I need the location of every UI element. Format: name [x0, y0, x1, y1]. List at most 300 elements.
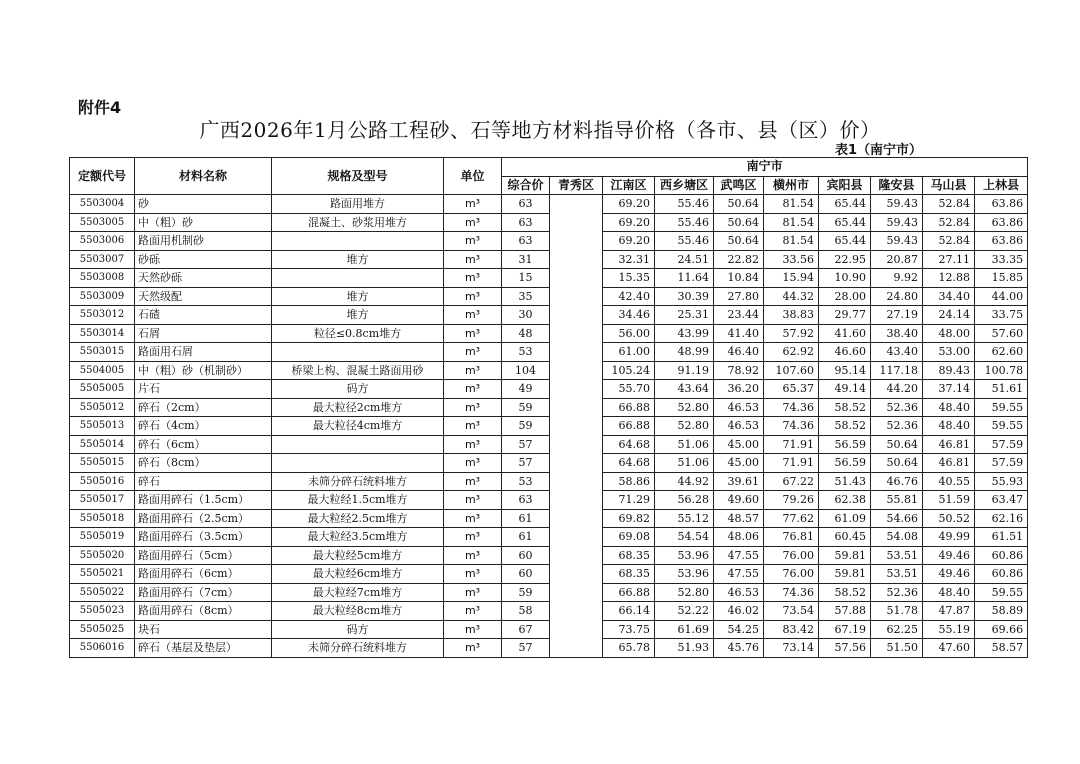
cell-spec: 路面用堆方 — [272, 195, 444, 214]
cell-shanglin: 62.60 — [975, 343, 1028, 362]
cell-code: 5505023 — [70, 602, 135, 621]
cell-shanglin: 63.86 — [975, 232, 1028, 251]
cell-binyang: 56.59 — [819, 454, 871, 473]
cell-wuming: 45.00 — [714, 435, 764, 454]
cell-longan: 52.36 — [871, 417, 923, 436]
cell-wuming: 46.02 — [714, 602, 764, 621]
cell-wuming: 46.53 — [714, 398, 764, 417]
cell-unit: m³ — [444, 602, 502, 621]
cell-longan: 51.50 — [871, 639, 923, 658]
table-row — [70, 306, 1028, 325]
cell-spec: 最大粒经5cm堆方 — [272, 546, 444, 565]
cell-avg: 67 — [502, 620, 550, 639]
table-row — [70, 565, 1028, 584]
cell-unit: m³ — [444, 454, 502, 473]
cell-avg: 63 — [502, 213, 550, 232]
cell-code: 5505005 — [70, 380, 135, 399]
cell-hengzhou: 65.37 — [764, 380, 819, 399]
table-row — [70, 546, 1028, 565]
cell-shanglin: 44.00 — [975, 287, 1028, 306]
cell-binyang: 62.38 — [819, 491, 871, 510]
cell-unit: m³ — [444, 528, 502, 547]
table-row — [70, 324, 1028, 343]
cell-shanglin: 100.78 — [975, 361, 1028, 380]
cell-mashan: 52.84 — [923, 213, 975, 232]
cell-spec: 最大粒经2.5cm堆方 — [272, 509, 444, 528]
cell-xixiangtang: 61.69 — [655, 620, 714, 639]
cell-binyang: 51.43 — [819, 472, 871, 491]
cell-xixiangtang: 53.96 — [655, 546, 714, 565]
cell-unit: m³ — [444, 195, 502, 214]
header-col-avg: 综合价 — [502, 176, 550, 195]
cell-shanglin: 63.86 — [975, 213, 1028, 232]
cell-shanglin: 61.51 — [975, 528, 1028, 547]
cell-spec: 最大粒经8cm堆方 — [272, 602, 444, 621]
cell-avg: 31 — [502, 250, 550, 269]
cell-shanglin: 57.59 — [975, 435, 1028, 454]
cell-hengzhou: 57.92 — [764, 324, 819, 343]
cell-unit: m³ — [444, 361, 502, 380]
cell-binyang: 65.44 — [819, 232, 871, 251]
cell-longan: 53.51 — [871, 546, 923, 565]
cell-binyang: 65.44 — [819, 195, 871, 214]
cell-jiangnan: 42.40 — [603, 287, 655, 306]
cell-jiangnan: 69.20 — [603, 232, 655, 251]
cell-wuming: 50.64 — [714, 232, 764, 251]
cell-code: 5505022 — [70, 583, 135, 602]
cell-unit: m³ — [444, 250, 502, 269]
cell-shanglin: 60.86 — [975, 546, 1028, 565]
cell-longan: 53.51 — [871, 565, 923, 584]
cell-spec: 码方 — [272, 380, 444, 399]
cell-wuming: 41.40 — [714, 324, 764, 343]
cell-code: 5505017 — [70, 491, 135, 510]
table-row — [70, 620, 1028, 639]
cell-jiangnan: 68.35 — [603, 565, 655, 584]
cell-shanglin: 58.57 — [975, 639, 1028, 658]
cell-xixiangtang: 51.06 — [655, 454, 714, 473]
cell-jiangnan: 66.88 — [603, 417, 655, 436]
cell-code: 5505025 — [70, 620, 135, 639]
cell-wuming: 45.00 — [714, 454, 764, 473]
cell-longan: 24.80 — [871, 287, 923, 306]
header-unit: 单位 — [444, 158, 502, 195]
cell-hengzhou: 81.54 — [764, 232, 819, 251]
table-row — [70, 232, 1028, 251]
cell-avg: 59 — [502, 417, 550, 436]
cell-jiangnan: 73.75 — [603, 620, 655, 639]
cell-jiangnan: 15.35 — [603, 269, 655, 288]
cell-code: 5503006 — [70, 232, 135, 251]
cell-spec — [272, 269, 444, 288]
cell-name: 石碴 — [135, 306, 272, 325]
table-row — [70, 213, 1028, 232]
cell-wuming: 46.40 — [714, 343, 764, 362]
cell-name: 片石 — [135, 380, 272, 399]
cell-hengzhou: 73.14 — [764, 639, 819, 658]
cell-xixiangtang: 11.64 — [655, 269, 714, 288]
cell-name: 天然级配 — [135, 287, 272, 306]
cell-name: 碎石（4cm） — [135, 417, 272, 436]
cell-mashan: 46.81 — [923, 454, 975, 473]
cell-binyang: 46.60 — [819, 343, 871, 362]
table-row — [70, 380, 1028, 399]
cell-xixiangtang: 30.39 — [655, 287, 714, 306]
cell-unit: m³ — [444, 324, 502, 343]
cell-wuming: 46.53 — [714, 417, 764, 436]
header-col-longan: 隆安县 — [871, 176, 923, 195]
cell-avg: 57 — [502, 435, 550, 454]
cell-name: 路面用碎石（5cm） — [135, 546, 272, 565]
cell-binyang: 58.52 — [819, 417, 871, 436]
cell-jiangnan: 58.86 — [603, 472, 655, 491]
cell-shanglin: 59.55 — [975, 417, 1028, 436]
cell-mashan: 52.84 — [923, 195, 975, 214]
cell-xixiangtang: 52.80 — [655, 398, 714, 417]
cell-code: 5503007 — [70, 250, 135, 269]
cell-unit: m³ — [444, 343, 502, 362]
cell-name: 路面用碎石（3.5cm） — [135, 528, 272, 547]
table-row — [70, 361, 1028, 380]
cell-code: 5506016 — [70, 639, 135, 658]
cell-mashan: 47.60 — [923, 639, 975, 658]
cell-unit: m³ — [444, 380, 502, 399]
cell-binyang: 41.60 — [819, 324, 871, 343]
header-col-xixiangtang: 西乡塘区 — [655, 176, 714, 195]
cell-avg: 63 — [502, 232, 550, 251]
cell-jiangnan: 61.00 — [603, 343, 655, 362]
cell-unit: m³ — [444, 472, 502, 491]
cell-xixiangtang: 44.92 — [655, 472, 714, 491]
cell-longan: 44.20 — [871, 380, 923, 399]
cell-spec: 桥梁上构、混凝土路面用砂 — [272, 361, 444, 380]
cell-jiangnan: 55.70 — [603, 380, 655, 399]
cell-binyang: 60.45 — [819, 528, 871, 547]
cell-name: 路面用机制砂 — [135, 232, 272, 251]
cell-avg: 104 — [502, 361, 550, 380]
document-title: 广西2026年1月公路工程砂、石等地方材料指导价格（各市、县（区）价） — [199, 118, 881, 142]
cell-mashan: 47.87 — [923, 602, 975, 621]
cell-shanglin: 57.59 — [975, 454, 1028, 473]
cell-wuming: 47.55 — [714, 546, 764, 565]
cell-xixiangtang: 55.46 — [655, 195, 714, 214]
cell-mashan: 89.43 — [923, 361, 975, 380]
cell-spec: 最大粒经3.5cm堆方 — [272, 528, 444, 547]
cell-avg: 57 — [502, 639, 550, 658]
cell-shanglin: 57.60 — [975, 324, 1028, 343]
cell-hengzhou: 79.26 — [764, 491, 819, 510]
cell-longan: 50.64 — [871, 435, 923, 454]
table-row — [70, 639, 1028, 658]
cell-xixiangtang: 51.06 — [655, 435, 714, 454]
cell-jiangnan: 68.35 — [603, 546, 655, 565]
cell-longan: 52.36 — [871, 398, 923, 417]
table-row — [70, 269, 1028, 288]
cell-binyang: 57.56 — [819, 639, 871, 658]
cell-jiangnan: 66.88 — [603, 398, 655, 417]
cell-avg: 48 — [502, 324, 550, 343]
header-col-hengzhou: 横州市 — [764, 176, 819, 195]
cell-name: 天然砂砾 — [135, 269, 272, 288]
table-body — [70, 195, 1028, 658]
cell-binyang: 65.44 — [819, 213, 871, 232]
cell-code: 5503015 — [70, 343, 135, 362]
cell-longan: 38.40 — [871, 324, 923, 343]
cell-longan: 59.43 — [871, 195, 923, 214]
cell-spec: 最大粒径2cm堆方 — [272, 398, 444, 417]
cell-jiangnan: 66.88 — [603, 583, 655, 602]
cell-spec: 未筛分碎石统料堆方 — [272, 639, 444, 658]
cell-longan: 9.92 — [871, 269, 923, 288]
cell-mashan: 48.40 — [923, 398, 975, 417]
cell-mashan: 48.00 — [923, 324, 975, 343]
cell-code: 5503005 — [70, 213, 135, 232]
cell-wuming: 22.82 — [714, 250, 764, 269]
cell-xixiangtang: 55.46 — [655, 232, 714, 251]
table-row — [70, 454, 1028, 473]
cell-xixiangtang: 56.28 — [655, 491, 714, 510]
cell-hengzhou: 74.36 — [764, 398, 819, 417]
cell-mashan: 55.19 — [923, 620, 975, 639]
table-row — [70, 435, 1028, 454]
cell-wuming: 23.44 — [714, 306, 764, 325]
cell-avg: 35 — [502, 287, 550, 306]
cell-spec: 未筛分碎石统料堆方 — [272, 472, 444, 491]
cell-code: 5505018 — [70, 509, 135, 528]
cell-unit: m³ — [444, 435, 502, 454]
cell-spec — [272, 343, 444, 362]
cell-hengzhou: 74.36 — [764, 417, 819, 436]
cell-spec — [272, 232, 444, 251]
cell-hengzhou: 77.62 — [764, 509, 819, 528]
cell-mashan: 24.14 — [923, 306, 975, 325]
header-col-mashan: 马山县 — [923, 176, 975, 195]
cell-qingxiu — [550, 195, 603, 658]
cell-xixiangtang: 55.46 — [655, 213, 714, 232]
cell-code: 5505012 — [70, 398, 135, 417]
cell-mashan: 51.59 — [923, 491, 975, 510]
cell-wuming: 46.53 — [714, 583, 764, 602]
cell-spec: 码方 — [272, 620, 444, 639]
cell-xixiangtang: 91.19 — [655, 361, 714, 380]
cell-avg: 59 — [502, 398, 550, 417]
cell-wuming: 48.06 — [714, 528, 764, 547]
cell-jiangnan: 64.68 — [603, 454, 655, 473]
cell-unit: m³ — [444, 639, 502, 658]
cell-unit: m³ — [444, 509, 502, 528]
cell-name: 中（粗）砂 — [135, 213, 272, 232]
cell-wuming: 39.61 — [714, 472, 764, 491]
cell-wuming: 50.64 — [714, 195, 764, 214]
cell-longan: 50.64 — [871, 454, 923, 473]
cell-mashan: 34.40 — [923, 287, 975, 306]
cell-longan: 59.43 — [871, 213, 923, 232]
cell-jiangnan: 65.78 — [603, 639, 655, 658]
table-label: 表1（南宁市） — [834, 143, 922, 158]
cell-shanglin: 59.55 — [975, 583, 1028, 602]
cell-shanglin: 63.47 — [975, 491, 1028, 510]
cell-avg: 60 — [502, 565, 550, 584]
cell-wuming: 50.64 — [714, 213, 764, 232]
cell-hengzhou: 73.54 — [764, 602, 819, 621]
cell-binyang: 57.88 — [819, 602, 871, 621]
cell-jiangnan: 32.31 — [603, 250, 655, 269]
cell-longan: 54.66 — [871, 509, 923, 528]
cell-shanglin: 59.55 — [975, 398, 1028, 417]
table-row — [70, 491, 1028, 510]
cell-mashan: 53.00 — [923, 343, 975, 362]
cell-spec: 最大粒经6cm堆方 — [272, 565, 444, 584]
price-table — [69, 157, 1028, 658]
cell-wuming: 36.20 — [714, 380, 764, 399]
cell-name: 路面用碎石（1.5cm） — [135, 491, 272, 510]
table-row — [70, 583, 1028, 602]
cell-spec: 混凝土、砂浆用堆方 — [272, 213, 444, 232]
cell-avg: 58 — [502, 602, 550, 621]
cell-code: 5505013 — [70, 417, 135, 436]
cell-name: 碎石（2cm） — [135, 398, 272, 417]
cell-unit: m³ — [444, 546, 502, 565]
cell-name: 路面用碎石（2.5cm） — [135, 509, 272, 528]
table-row — [70, 602, 1028, 621]
cell-name: 碎石（基层及垫层） — [135, 639, 272, 658]
cell-unit: m³ — [444, 287, 502, 306]
cell-name: 碎石（6cm） — [135, 435, 272, 454]
cell-binyang: 56.59 — [819, 435, 871, 454]
cell-longan: 117.18 — [871, 361, 923, 380]
cell-longan: 51.78 — [871, 602, 923, 621]
table-row — [70, 528, 1028, 547]
cell-code: 5504005 — [70, 361, 135, 380]
cell-mashan: 50.52 — [923, 509, 975, 528]
header-col-shanglin: 上林县 — [975, 176, 1028, 195]
cell-binyang: 61.09 — [819, 509, 871, 528]
table-row — [70, 343, 1028, 362]
cell-code: 5505019 — [70, 528, 135, 547]
cell-mashan: 12.88 — [923, 269, 975, 288]
cell-hengzhou: 62.92 — [764, 343, 819, 362]
cell-mashan: 40.55 — [923, 472, 975, 491]
table-row — [70, 250, 1028, 269]
cell-binyang: 58.52 — [819, 583, 871, 602]
cell-spec: 堆方 — [272, 306, 444, 325]
cell-mashan: 49.99 — [923, 528, 975, 547]
cell-shanglin: 58.89 — [975, 602, 1028, 621]
cell-jiangnan: 69.08 — [603, 528, 655, 547]
cell-code: 5503012 — [70, 306, 135, 325]
cell-longan: 27.19 — [871, 306, 923, 325]
cell-longan: 54.08 — [871, 528, 923, 547]
cell-longan: 52.36 — [871, 583, 923, 602]
cell-xixiangtang: 25.31 — [655, 306, 714, 325]
table-row — [70, 398, 1028, 417]
table-row — [70, 472, 1028, 491]
cell-xixiangtang: 54.54 — [655, 528, 714, 547]
cell-hengzhou: 81.54 — [764, 213, 819, 232]
cell-xixiangtang: 43.99 — [655, 324, 714, 343]
cell-longan: 43.40 — [871, 343, 923, 362]
cell-mashan: 48.40 — [923, 417, 975, 436]
cell-binyang: 28.00 — [819, 287, 871, 306]
cell-unit: m³ — [444, 491, 502, 510]
cell-shanglin: 62.16 — [975, 509, 1028, 528]
cell-hengzhou: 81.54 — [764, 195, 819, 214]
header-col-qingxiu: 青秀区 — [550, 176, 603, 195]
cell-hengzhou: 44.32 — [764, 287, 819, 306]
cell-binyang: 49.14 — [819, 380, 871, 399]
cell-name: 砂砾 — [135, 250, 272, 269]
table-row — [70, 509, 1028, 528]
cell-spec: 堆方 — [272, 287, 444, 306]
header-spec: 规格及型号 — [272, 158, 444, 195]
cell-shanglin: 51.61 — [975, 380, 1028, 399]
cell-shanglin: 55.93 — [975, 472, 1028, 491]
table-row — [70, 195, 1028, 214]
cell-xixiangtang: 51.93 — [655, 639, 714, 658]
cell-wuming: 10.84 — [714, 269, 764, 288]
cell-jiangnan: 69.82 — [603, 509, 655, 528]
cell-longan: 20.87 — [871, 250, 923, 269]
cell-name: 路面用石屑 — [135, 343, 272, 362]
cell-wuming: 45.76 — [714, 639, 764, 658]
table-row — [70, 417, 1028, 436]
cell-shanglin: 69.66 — [975, 620, 1028, 639]
cell-name: 石屑 — [135, 324, 272, 343]
cell-unit: m³ — [444, 417, 502, 436]
cell-shanglin: 63.86 — [975, 195, 1028, 214]
cell-code: 5503009 — [70, 287, 135, 306]
cell-hengzhou: 107.60 — [764, 361, 819, 380]
cell-xixiangtang: 48.99 — [655, 343, 714, 362]
cell-code: 5505016 — [70, 472, 135, 491]
cell-hengzhou: 71.91 — [764, 454, 819, 473]
cell-jiangnan: 105.24 — [603, 361, 655, 380]
cell-avg: 60 — [502, 546, 550, 565]
cell-wuming: 48.57 — [714, 509, 764, 528]
cell-longan: 55.81 — [871, 491, 923, 510]
cell-unit: m³ — [444, 213, 502, 232]
header-col-binyang: 宾阳县 — [819, 176, 871, 195]
cell-shanglin: 33.35 — [975, 250, 1028, 269]
cell-binyang: 59.81 — [819, 565, 871, 584]
header-name: 材料名称 — [135, 158, 272, 195]
cell-avg: 63 — [502, 195, 550, 214]
cell-binyang: 59.81 — [819, 546, 871, 565]
cell-avg: 53 — [502, 472, 550, 491]
cell-name: 路面用碎石（8cm） — [135, 602, 272, 621]
cell-xixiangtang: 55.12 — [655, 509, 714, 528]
cell-spec — [272, 454, 444, 473]
cell-code: 5503004 — [70, 195, 135, 214]
cell-longan: 59.43 — [871, 232, 923, 251]
cell-hengzhou: 38.83 — [764, 306, 819, 325]
header-col-jiangnan: 江南区 — [603, 176, 655, 195]
cell-jiangnan: 64.68 — [603, 435, 655, 454]
cell-unit: m³ — [444, 583, 502, 602]
cell-xixiangtang: 52.22 — [655, 602, 714, 621]
cell-code: 5503014 — [70, 324, 135, 343]
cell-avg: 57 — [502, 454, 550, 473]
cell-jiangnan: 34.46 — [603, 306, 655, 325]
cell-code: 5505021 — [70, 565, 135, 584]
cell-code: 5503008 — [70, 269, 135, 288]
cell-binyang: 95.14 — [819, 361, 871, 380]
cell-shanglin: 15.85 — [975, 269, 1028, 288]
cell-avg: 15 — [502, 269, 550, 288]
cell-name: 碎石（8cm） — [135, 454, 272, 473]
cell-code: 5505014 — [70, 435, 135, 454]
cell-binyang: 10.90 — [819, 269, 871, 288]
